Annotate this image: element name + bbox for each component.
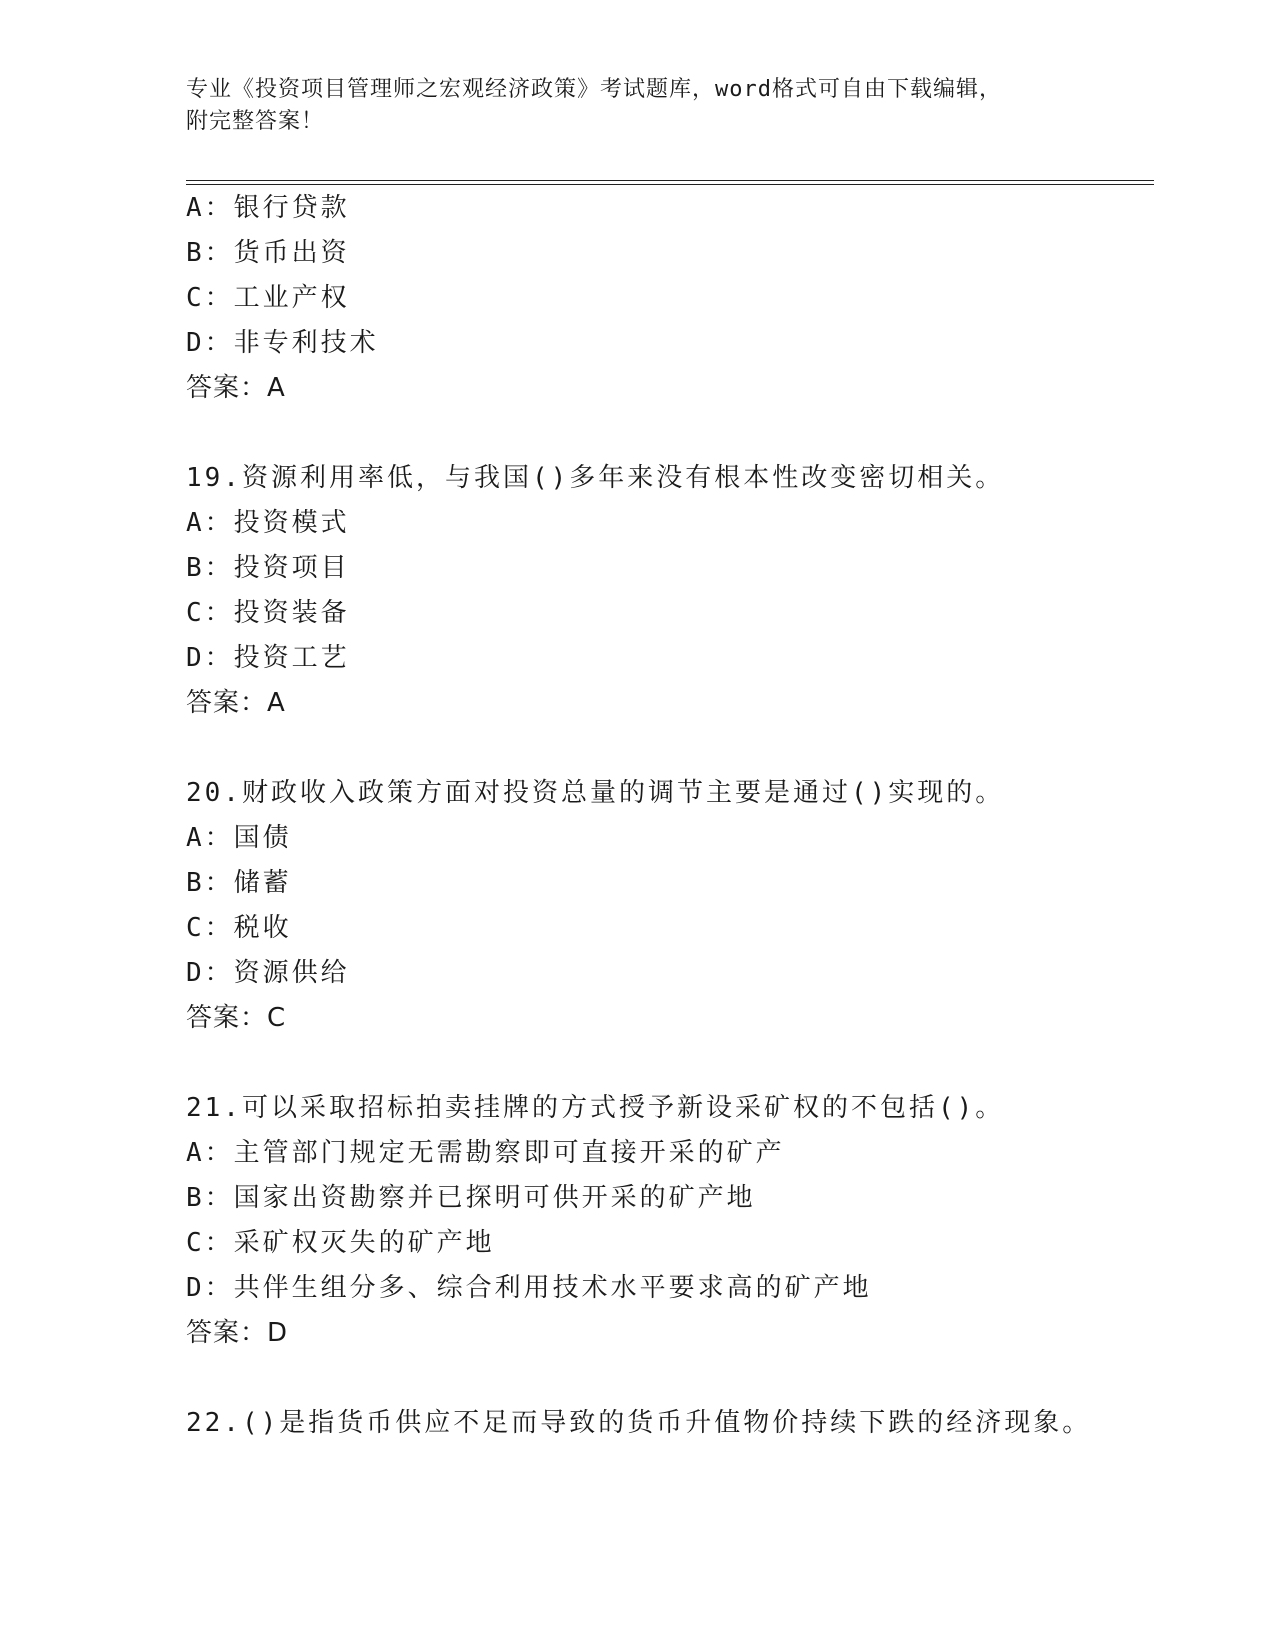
q21-answer: 答案：D <box>186 1318 289 1348</box>
header-line-1: 专业《投资项目管理师之宏观经济政策》考试题库，word格式可自由下载编辑， <box>186 77 1002 102</box>
q19-option-c: C：投资装备 <box>186 598 350 628</box>
q19-option-d: D：投资工艺 <box>186 643 350 673</box>
q18-option-b: B：货币出资 <box>186 238 350 268</box>
q20-question: 20.财政收入政策方面对投资总量的调节主要是通过()实现的。 <box>186 778 1005 808</box>
q19-question: 19.资源利用率低，与我国()多年来没有根本性改变密切相关。 <box>186 463 1005 493</box>
q22-question: 22.()是指货币供应不足而导致的货币升值物价持续下跌的经济现象。 <box>186 1408 1092 1438</box>
q18-option-c: C：工业产权 <box>186 283 350 313</box>
document-header <box>186 74 1086 138</box>
q19-answer: 答案：A <box>186 688 286 718</box>
q21-option-b: B：国家出资勘察并已探明可供开采的矿产地 <box>186 1183 756 1213</box>
q19-option-b: B：投资项目 <box>186 553 350 583</box>
q20-option-b: B：储蓄 <box>186 868 292 898</box>
q19-option-a: A：投资模式 <box>186 508 350 538</box>
q18-option-a: A：银行贷款 <box>186 193 350 223</box>
header-divider-bottom <box>186 184 1154 185</box>
q20-option-c: C：税收 <box>186 913 292 943</box>
q21-option-a: A：主管部门规定无需勘察即可直接开采的矿产 <box>186 1138 785 1168</box>
header-line-2: 附完整答案！ <box>186 109 325 134</box>
q21-question: 21.可以采取招标拍卖挂牌的方式授予新设采矿权的不包括()。 <box>186 1093 1005 1123</box>
header-divider-top <box>186 180 1154 181</box>
q21-option-c: C：采矿权灭失的矿产地 <box>186 1228 495 1258</box>
q20-option-a: A：国债 <box>186 823 292 853</box>
q20-option-d: D：资源供给 <box>186 958 350 988</box>
q21-option-d: D：共伴生组分多、综合利用技术水平要求高的矿产地 <box>186 1273 872 1303</box>
q18-answer: 答案：A <box>186 373 286 403</box>
q18-option-d: D：非专利技术 <box>186 328 379 358</box>
q20-answer: 答案：C <box>186 1003 287 1033</box>
